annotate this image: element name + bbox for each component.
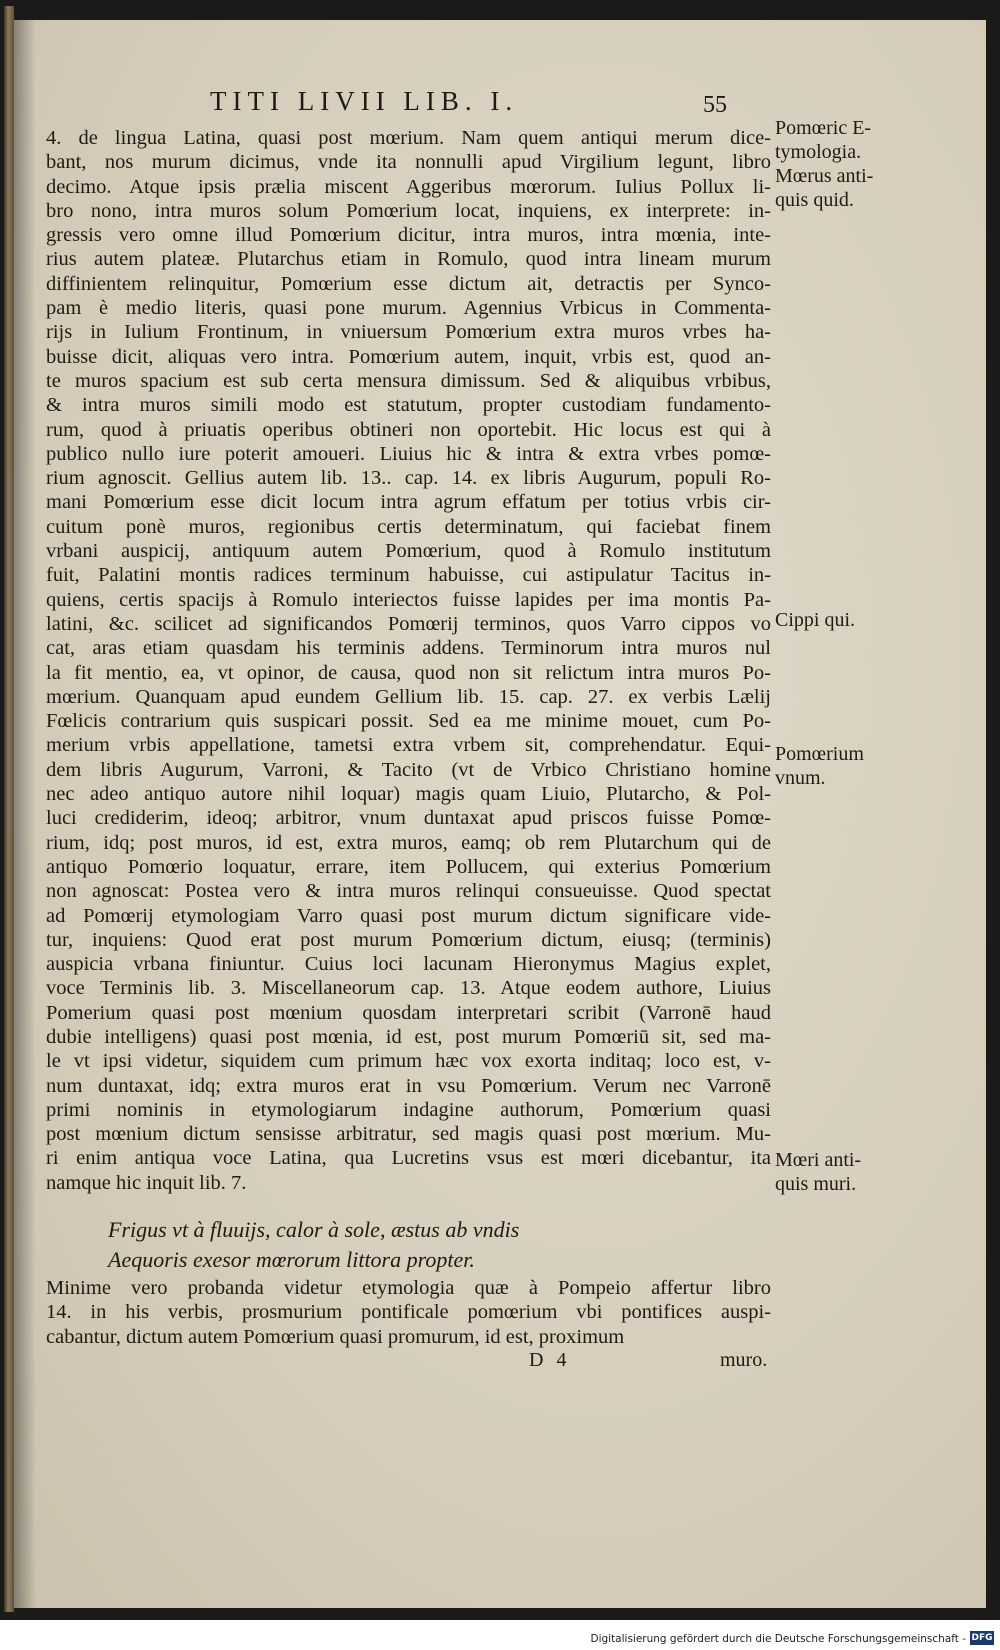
text-line: dubie intelligens) quasi post mœnia, id est, post murum Pomœriū sit, sed ma- — [46, 1025, 771, 1048]
catchword: muro. — [720, 1349, 768, 1371]
text-line: auspicia vrbana finiuntur. Cuius loci lacunam Hieronymus Magius explet, — [46, 953, 771, 976]
text-line: vrbani auspicij, antiquum autem Pomœrium, quod à Romulo institutum — [46, 540, 771, 563]
dfg-logo: DFG — [971, 1633, 993, 1643]
margin-note-cippi-qui — [775, 608, 895, 632]
text-line: Minime vero probanda videtur etymologia quæ à Pompeio affertur libro — [46, 1277, 771, 1299]
margin-note-line: tymologia. — [775, 141, 862, 163]
margin-note-line: Cippi qui. — [775, 609, 856, 631]
text-line: rius autem plateæ. Plutarchus etiam in Romulo, quod intra lineam murum — [46, 248, 771, 271]
text-line: rium agnoscit. Gellius autem lib. 13.. cap. 14. ex libris Augurum, populi Ro- — [46, 467, 771, 490]
text-line: pam è medio literis, quasi pone murum. Agennius Vrbicus in Commenta- — [46, 297, 771, 320]
text-line: & intra muros simili modo est statutum, propter custodiam fundamento- — [46, 394, 771, 417]
text-line: namque hic inquit lib. 7. — [46, 1171, 247, 1194]
verse-line: Aequoris exesor mœrorum littora propter. — [108, 1247, 475, 1272]
text-line: fuit, Palatini montis radices terminum habuisse, cui astipulatur Tacitus in- — [46, 564, 771, 587]
margin-note-pomoerii-etymologia — [775, 116, 895, 164]
text-line: rijs in Iulium Frontinum, in vniuersum Pomœrium extra muros vrbes ha- — [46, 321, 771, 344]
main-text-block — [46, 126, 771, 1195]
margin-note-line: Pomœrium — [775, 743, 864, 765]
verse-quotation — [108, 1215, 708, 1275]
text-line: bro nono, intra muros solum Pomœrium locat, inquiens, ex interprete: in- — [46, 199, 771, 222]
text-line: Pomerium quasi post mœnium quosdam interpretari scribit (Varronē haud — [46, 1001, 771, 1024]
book-fore-edge — [4, 6, 14, 1612]
margin-note-moerus-antiquis — [775, 164, 895, 212]
margin-note-line: quis quid. — [775, 189, 854, 211]
margin-note-line: Mœrus anti- — [775, 165, 874, 187]
gutter-shadow — [14, 20, 36, 1608]
text-line: cat, aras etiam quasdam his terminis addens. Terminorum intra muros nul — [46, 637, 771, 660]
text-line: num duntaxat, idq; extra muros erat in vsu Pomœrium. Verum nec Varronē — [46, 1074, 771, 1097]
text-line: decimo. Atque ipsis prælia miscent Aggeribus mœrorum. Iulius Pollux li- — [46, 175, 771, 198]
text-line: post mœnium dictum sensisse arbitratur, sed magis quasi post mœrium. Mu- — [46, 1123, 771, 1146]
text-line: voce Terminis lib. 3. Miscellaneorum cap. 13. Atque eodem authore, Liuius — [46, 977, 771, 1000]
text-line: latini, &c. scilicet ad significandos Pomœrij terminos, quos Varro cippos vo — [46, 612, 771, 635]
text-line: dem libris Augurum, Varroni, & Tacito (vt de Vrbico Christiano homine — [46, 758, 771, 781]
text-line: rum, quod à priuatis operibus obtineri non oportebit. Hic locus est qui à — [46, 418, 771, 441]
text-line: cabantur, dictum autem Pomœrium quasi promurum, id est, proximum — [46, 1325, 625, 1348]
margin-note-line: quis muri. — [775, 1173, 857, 1195]
text-line: buisse dicit, aliquas vero intra. Pomœrium autem, inquit, vrbis est, quod an- — [46, 345, 771, 368]
continuation-text-block — [46, 1276, 771, 1349]
signature-mark: D 4 — [529, 1349, 571, 1371]
running-head: TITI LIVII LIB. I. — [210, 86, 519, 116]
text-line: cuitum ponè muros, regionibus certis determinatum, qui faciebat finem — [46, 515, 771, 538]
funding-credit-text: Digitalisierung gefördert durch die Deutsche Forschungsgemeinschaft - — [590, 1633, 966, 1645]
page-number: 55 — [703, 92, 727, 118]
margin-note-line: Mœri anti- — [775, 1149, 862, 1171]
text-line: quiens, certis spacijs à Romulo interiectos fuisse lapides per ima montis Pa- — [46, 588, 771, 611]
text-line: le vt ipsi videtur, siquidem cum primum hæc vox exorta inditaq; loco est, v- — [46, 1050, 771, 1073]
text-line: mani Pomœrium esse dicit locum intra agrum effatum per totius vrbis cir- — [46, 491, 771, 514]
text-line: nec adeo antiquo autore nihil loquar) magis quam Liuio, Plutarcho, & Pol- — [46, 783, 771, 806]
text-line: ad Pomœrij etymologiam Varro quasi post murum dictum significare vide- — [46, 904, 771, 927]
margin-note-moeri-antiquis-muri — [775, 1148, 895, 1196]
text-line: primi nominis in etymologiarum indagine authorum, Pomœrium quasi — [46, 1098, 771, 1121]
text-line: la fit mentio, ea, vt opinor, de causa, quod non sit relictum intra muros Po- — [46, 661, 771, 684]
verse-line: Frigus vt à fluuijs, calor à sole, æstus ab vndis — [108, 1217, 520, 1242]
text-line: tur, inquiens: Quod erat post murum Pomœrium dictum, eiusq; (terminis) — [46, 928, 771, 951]
text-line: antiquo Pomœrio loquatur, errare, item Pollucem, qui exterius Pomœrium — [46, 855, 771, 878]
text-line: non agnoscat: Postea vero & intra muros relinqui consueuisse. Quod spectat — [46, 880, 771, 903]
text-line: rium, idq; post muros, id est, extra muros, eamq; ob rem Plutarchum qui de — [46, 831, 771, 854]
text-line: ri enim antiqua voce Latina, qua Lucretins vsus est mœri dicebantur, ita — [46, 1147, 771, 1170]
text-line: bant, nos murum dicimus, vnde ita nonnulli apud Virgilium legunt, libro — [46, 151, 771, 174]
margin-note-line: vnum. — [775, 767, 826, 789]
text-line: te muros spacium est sub certa mensura dimissum. Sed & aliquibus vrbibus, — [46, 369, 771, 392]
margin-note-pomoerium-vnum — [775, 742, 895, 790]
text-line: mœrium. Quanquam apud eundem Gellium lib. 15. cap. 27. ex verbis Lælij — [46, 685, 771, 708]
text-line: diffinientem relinquitur, Pomœrium esse dictum ait, detractis per Synco- — [46, 272, 771, 295]
text-line: 14. in his verbis, prosmurium pontificale pomœrium vbi pontifices auspi- — [46, 1301, 771, 1324]
text-line: Fœlicis contrarium quis suspicari possit. Sed ea me minime mouet, cum Po- — [46, 710, 771, 733]
margin-note-line: Pomœric E- — [775, 117, 872, 139]
text-line: merium vrbis appellatione, tametsi extra vrbem sit, comprehendatur. Equi- — [46, 734, 771, 757]
text-line: gressis vero omne illud Pomœrium dicitur, intra muros, intra mœnia, inte- — [46, 224, 771, 247]
text-line: publico nullo iure poterit amoueri. Liuius hic & intra & extra vrbes pomœ- — [46, 442, 771, 465]
text-line: luci crediderim, ideoq; arbitror, vnum duntaxat apud priscos fuisse Pomœ- — [46, 807, 771, 830]
text-line: 4. de lingua Latina, quasi post mœrium. Nam quem antiqui merum dice- — [46, 127, 771, 149]
